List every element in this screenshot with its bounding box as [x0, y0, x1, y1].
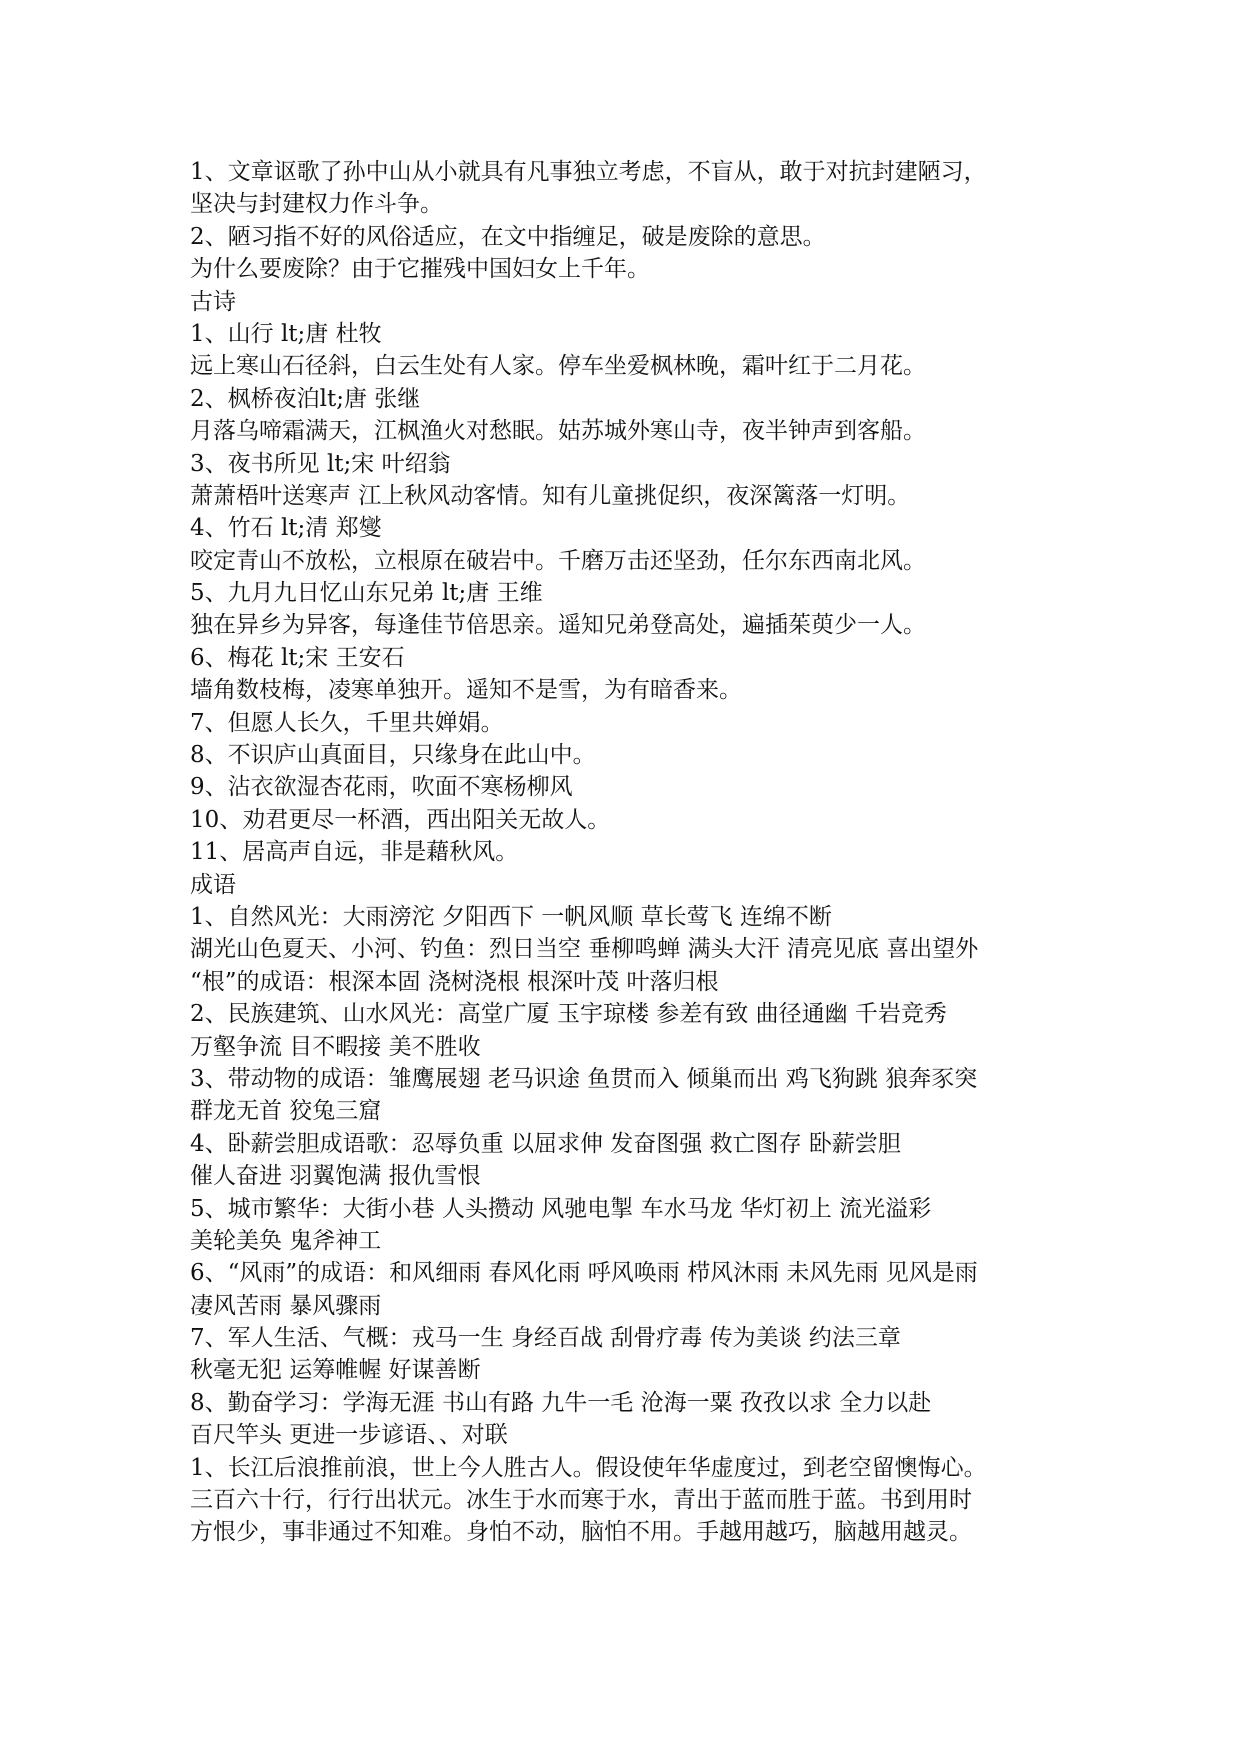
verse-line: 7、但愿人长久，千里共婵娟。: [190, 709, 504, 736]
idiom-line: 凄风苦雨 暴风骤雨: [190, 1292, 382, 1319]
idiom-line: 万壑争流 目不暇接 美不胜收: [190, 1033, 481, 1060]
poem-title: 4、竹石 lt;清 郑燮: [190, 515, 382, 542]
idiom-line: 5、城市繁华：大街小巷 人头攒动 风驰电掣 车水马龙 华灯初上 流光溢彩: [190, 1195, 932, 1222]
poem-title: 2、枫桥夜泊lt;唐 张继: [190, 385, 421, 412]
poem-text: 咬定青山不放松，立根原在破岩中。千磨万击还坚劲，任尔东西南北风。: [190, 547, 926, 574]
proverb-line: 1、长江后浪推前浪，世上今人胜古人。假设使年华虚度过，到老空留懊悔心。: [190, 1454, 987, 1481]
poem-title: 6、梅花 lt;宋 王安石: [190, 644, 405, 671]
poem-text: 远上寒山石径斜，白云生处有人家。停车坐爱枫林晚，霜叶红于二月花。: [190, 353, 926, 380]
text-line: 为什么要废除？由于它摧残中国妇女上千年。: [190, 256, 650, 283]
verse-line: 9、沾衣欲湿杏花雨，吹面不寒杨柳风: [190, 774, 573, 801]
idiom-line: 8、勤奋学习：学海无涯 书山有路 九牛一毛 沧海一粟 孜孜以求 全力以赴: [190, 1389, 932, 1416]
verse-line: 10、劝君更尽一杯酒，西出阳关无故人。: [190, 806, 611, 833]
text-line: 2、陋习指不好的风俗适应，在文中指缠足，破是废除的意思。: [190, 223, 826, 250]
text-line: 1、文章讴歌了孙中山从小就具有凡事独立考虑，不盲从，敢于对抗封建陋习，: [190, 159, 987, 185]
section-heading-ancient-poems: 古诗: [190, 288, 236, 315]
proverb-line: 三百六十行，行行出状元。冰生于水而寒于水，青出于蓝而胜于蓝。书到用时: [190, 1487, 972, 1514]
idiom-line: 美轮美奂 鬼斧神工: [190, 1227, 382, 1254]
text-line: 坚决与封建权力作斗争。: [190, 191, 443, 218]
poem-text: 墙角数枝梅，凌寒单独开。遥知不是雪，为有暗香来。: [190, 677, 742, 704]
idiom-line: 秋毫无犯 运筹帷幄 好谋善断: [190, 1357, 481, 1384]
verse-line: 11、居高声自远，非是藉秋风。: [190, 839, 519, 866]
poem-title: 3、夜书所见 lt;宋 叶绍翁: [190, 450, 451, 477]
idiom-line: 1、自然风光：大雨滂沱 夕阳西下 一帆风顺 草长莺飞 连绵不断: [190, 903, 832, 930]
verse-line: 8、不识庐山真面目，只缘身在此山中。: [190, 742, 596, 769]
idiom-line: 百尺竿头 更进一步谚语、、对联: [190, 1422, 508, 1449]
idiom-line: 6、“风雨”的成语：和风细雨 春风化雨 呼风唤雨 栉风沐雨 未风先雨 见风是雨: [190, 1260, 978, 1287]
idiom-line: “根”的成语：根深本固 浇树浇根 根深叶茂 叶落归根: [190, 968, 719, 995]
poem-text: 月落乌啼霜满天，江枫渔火对愁眠。姑苏城外寒山寺，夜半钟声到客船。: [190, 418, 926, 445]
idiom-line: 7、军人生活、气概：戎马一生 身经百战 刮骨疗毒 传为美谈 约法三章: [190, 1325, 901, 1352]
idiom-line: 4、卧薪尝胆成语歌：忍辱负重 以屈求伸 发奋图强 救亡图存 卧薪尝胆: [190, 1130, 901, 1157]
idiom-line: 2、民族建筑、山水风光：高堂广厦 玉宇琼楼 参差有致 曲径通幽 千岩竞秀: [190, 1001, 947, 1028]
idiom-line: 湖光山色夏天、小河、钓鱼：烈日当空 垂柳鸣蝉 满头大汗 清亮见底 喜出望外: [190, 936, 979, 963]
poem-title: 1、山行 lt;唐 杜牧: [190, 320, 382, 347]
proverb-line: 方恨少，事非通过不知难。身怕不动，脑怕不用。手越用越巧，脑越用越灵。: [190, 1519, 972, 1546]
poem-text: 独在异乡为异客，每逢佳节倍思亲。遥知兄弟登高处，遍插茱萸少一人。: [190, 612, 926, 639]
idiom-line: 催人奋进 羽翼饱满 报仇雪恨: [190, 1163, 481, 1190]
document-page: [190, 156, 1070, 1549]
idiom-line: 3、带动物的成语：雏鹰展翅 老马识途 鱼贯而入 倾巢而出 鸡飞狗跳 狼奔豕突: [190, 1065, 978, 1092]
idiom-line: 群龙无首 狡兔三窟: [190, 1098, 382, 1125]
poem-title: 5、九月九日忆山东兄弟 lt;唐 王维: [190, 580, 543, 607]
poem-text: 萧萧梧叶送寒声 江上秋风动客情。知有儿童挑促织，夜深篱落一灯明。: [190, 482, 911, 509]
section-heading-idioms: 成语: [190, 871, 236, 898]
